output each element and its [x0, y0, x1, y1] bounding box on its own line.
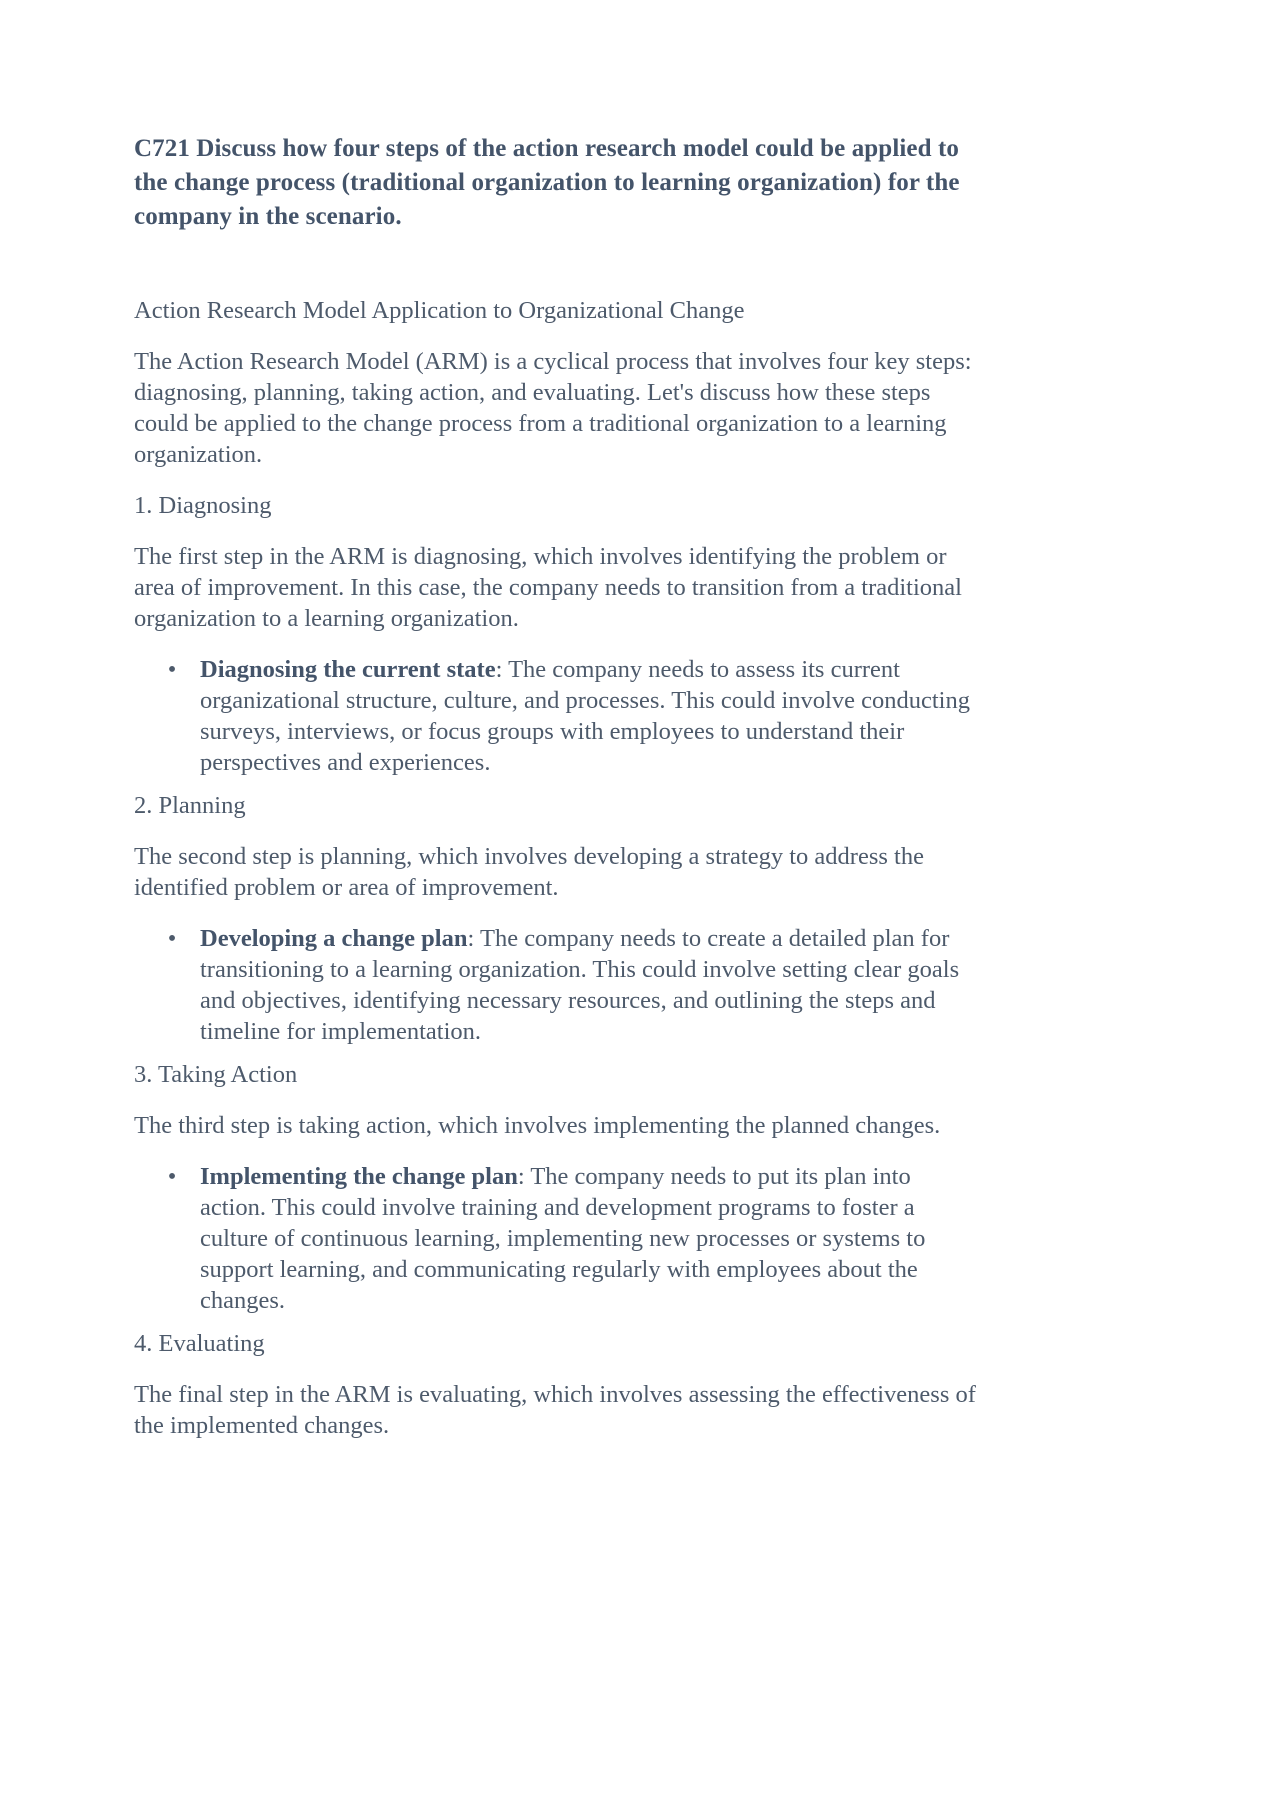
bullet-lead-in: Implementing the change plan — [200, 1162, 518, 1190]
section-body-diagnosing: The first step in the ARM is diagnosing, which involves identifying the problem or area of improvement. In this case, the company needs to transition from a traditional organization to a learning organization. — [134, 542, 962, 632]
bullet-lead-in: Developing a change plan — [200, 924, 468, 952]
section-heading-taking-action: 3. Taking Action — [134, 1060, 298, 1088]
bullet-text: : The company needs to put its plan into action. This could involve training and development programs to foster a culture of continuous learning, implementing new processes or systems to support learning, and communicating regularly with employees about the changes. — [200, 1162, 926, 1314]
intro-paragraph: The Action Research Model (ARM) is a cyclical process that involves four key steps: diagnosing, planning, taking action, and evaluating. Let's discuss how these steps could be applied to the change process from a traditional organization to a learning organization. — [134, 347, 972, 468]
document-content — [134, 132, 979, 1442]
bullet-text: : The company needs to create a detailed plan for transitioning to a learning organization. This could involve setting clear goals and objectives, identifying necessary resources, and outlining the steps and timeline for implementation. — [200, 924, 960, 1045]
bullet-text: : The company needs to assess its current organizational structure, culture, and processes. This could involve conducting surveys, interviews, or focus groups with employees to understand their perspectives and experiences. — [200, 655, 970, 776]
title-spacer — [134, 234, 979, 296]
page-title: C721 Discuss how four steps of the action research model could be applied to the change process (traditional organization to learning organization) for the company in the scenario. — [134, 135, 960, 230]
bullet-list-planning — [134, 924, 979, 1048]
section-body-planning: The second step is planning, which involves developing a strategy to address the identified problem or area of improvement. — [134, 842, 924, 901]
document-heading: Action Research Model Application to Organizational Change — [134, 297, 745, 324]
bullet-list-diagnosing — [134, 655, 979, 779]
bullet-lead-in: Diagnosing the current state — [200, 655, 496, 683]
section-heading-diagnosing: 1. Diagnosing — [134, 491, 272, 519]
bullet-marker-icon: • — [167, 924, 177, 952]
section-body-evaluating: The final step in the ARM is evaluating, which involves assessing the effectiveness of the implemented changes. — [134, 1380, 976, 1439]
list-item — [134, 924, 979, 1048]
section-heading-planning: 2. Planning — [134, 791, 246, 819]
bullet-marker-icon: • — [167, 655, 177, 683]
bullet-list-taking-action — [134, 1162, 979, 1317]
section-heading-evaluating: 4. Evaluating — [134, 1329, 265, 1357]
list-item — [134, 655, 979, 779]
bullet-marker-icon: • — [167, 1162, 177, 1190]
list-item — [134, 1162, 979, 1317]
section-body-taking-action: The third step is taking action, which involves implementing the planned changes. — [134, 1111, 941, 1139]
